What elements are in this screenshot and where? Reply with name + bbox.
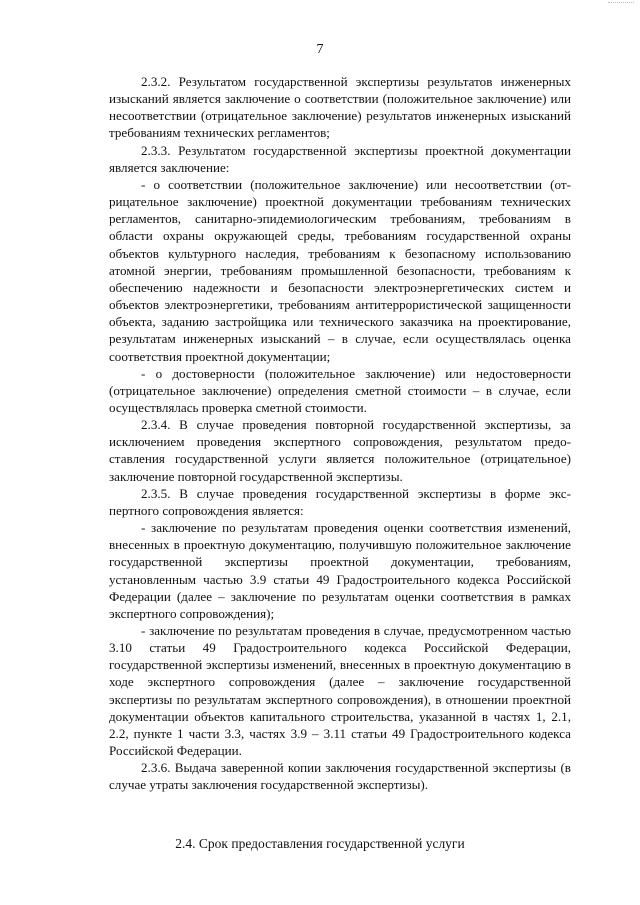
scan-corner-mark — [608, 2, 634, 6]
paragraph-2-3-5: 2.3.5. В случае проведения государственной экспертизы в форме экспертного сопровождения является: — [109, 485, 571, 518]
paragraph-2-3-6: 2.3.6. Выдача заверенной копии заключения государственной экспертизы (в случае утраты заключения государственной экспертизы). — [109, 760, 571, 793]
document-body — [109, 73, 571, 794]
paragraph-2-3-3-item-conformity: - о соответствии (положительное заключение) или несоответствии (отрицательное заключение) проектной документации требованиям технических регламентов, санитарно-эпидемиологическим требованиям, требованиям в области охраны окружающей среды, требованиям государственной охраны объектов культурного наследия, требованиям к безопасному использованию атомной энергии, требованиям промышленной безопасности, требованиям к обеспечению надежности и безопасности электроэнергетических систем и объектов электроэнергетики, требованиям антитеррористической защищенности объекта, заданию застройщика или технического заказчика на проектирование, результатам инженерных изысканий – в случае, если осуществлялась оценка соответствия проектной документации; — [109, 176, 571, 364]
paragraph-2-3-5-item-assessment: - заключение по результатам проведения оценки соответствия изменений, внесенных в проектную документацию, получившую положительное заключение государственной экспертизы проектной документации, требованиям, установленным частью 3.9 статьи 49 Градостроительного кодекса Российской Федерации (далее – заключение по результатам оценки соответствия в рамках экспертного сопровождения); — [109, 520, 571, 621]
paragraph-2-3-2: 2.3.2. Результатом государственной экспертизы результатов инженерных изысканий является заключение о соответствии (положительное заключение) или несоответствии (отрицательное заключение) результатов инженерных изысканий требованиям технических регламентов; — [109, 74, 571, 141]
paragraph-2-3-5-item-expertise: - заключение по результатам проведения в случае, предусмотренном частью 3.10 статьи 49 Градостроительного кодекса Российской Федерации, государственной экспертизы изменений, внесенных в проектную документацию в ходе экспертного сопровождения (далее – заключение государственной экспертизы по результатам экспертного сопровождения), в отношении проектной документации объектов капитального строительства, указанной в частях 1, 2.1, 2.2, пункте 1 части 3.3, частях 3.9 – 3.11 статьи 49 Градостроительного кодекса Российской Федерации. — [109, 623, 571, 759]
section-heading-2-4: 2.4. Срок предоставления государственной услуги — [175, 836, 465, 851]
paragraph-2-3-3: 2.3.3. Результатом государственной экспертизы проектной документации является заключение: — [109, 142, 571, 175]
paragraph-2-3-4: 2.3.4. В случае проведения повторной государственной экспертизы, за исключением проведения экспертного сопровождения, результатом предоставления государственной услуги является положительное (отрицательное) заключение повторной государственной экспертизы. — [109, 417, 571, 484]
paragraph-2-3-3-item-reliability: - о достоверности (положительное заключение) или недостоверности (отрицательное заключение) определения сметной стоимости – в случае, если осуществлялась проверка сметной стоимости. — [109, 365, 571, 415]
page-number: 7 — [316, 42, 324, 57]
